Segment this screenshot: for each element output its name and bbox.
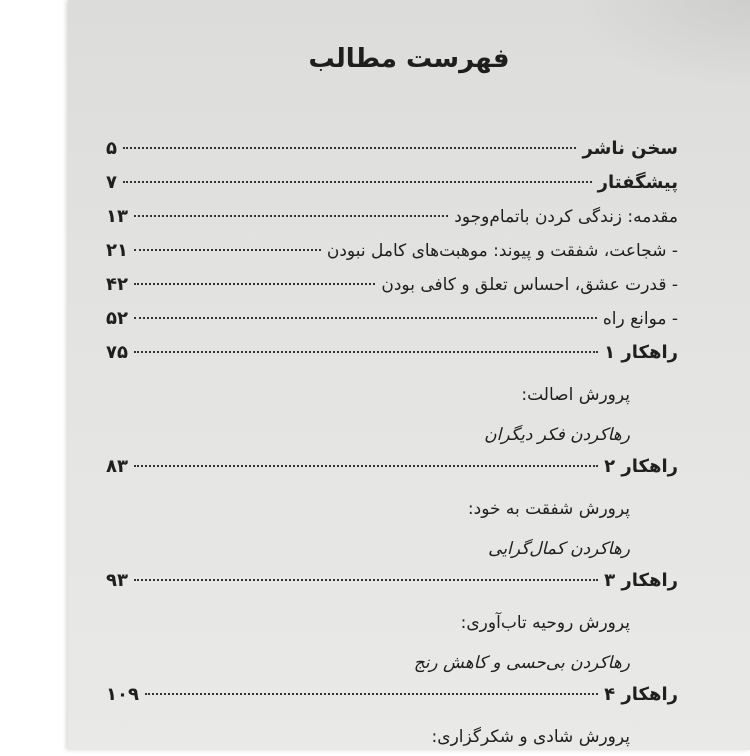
toc-entry-label: - موانع راه bbox=[602, 309, 678, 329]
toc-entry bbox=[106, 684, 678, 718]
toc-entry-label: مقدمه: زندگی کردن باتمام‌وجود bbox=[454, 207, 678, 227]
toc-subtitle: پرورش روحیه تاب‌آوری: bbox=[460, 613, 630, 633]
dot-leader bbox=[145, 693, 598, 695]
toc-entry-label: پیشگفتار bbox=[597, 172, 678, 193]
toc-entry-label: سخن ناشر bbox=[582, 138, 678, 159]
toc-entry bbox=[106, 308, 678, 342]
toc-entry bbox=[106, 456, 678, 490]
toc-entry-label: - قدرت عشق، احساس تعلق و کافی بودن bbox=[381, 275, 678, 295]
toc-subtitle: پرورش اصالت: bbox=[521, 385, 630, 405]
table-of-contents bbox=[106, 138, 678, 756]
dot-leader bbox=[123, 181, 592, 183]
toc-page-number: ۱۰۹ bbox=[106, 684, 139, 705]
toc-page-number: ۵۲ bbox=[106, 308, 128, 329]
toc-page-number: ۲۱ bbox=[106, 240, 128, 261]
toc-subtitle: پرورش شادی و شکرگزاری: bbox=[431, 727, 630, 747]
toc-entry bbox=[106, 342, 678, 376]
toc-entry bbox=[106, 138, 678, 172]
dot-leader bbox=[134, 249, 321, 251]
toc-subtitle: رهاکردن کمال‌گرایی bbox=[488, 539, 630, 559]
toc-entry bbox=[106, 274, 678, 308]
toc-entry-label: راهکار ۱ bbox=[604, 342, 678, 363]
toc-entry bbox=[106, 240, 678, 274]
toc-page-number: ۷۵ bbox=[106, 342, 128, 363]
toc-subtitle: رهاکردن فکر دیگران bbox=[484, 425, 630, 445]
toc-entry bbox=[106, 206, 678, 240]
toc-page-number: ۴۲ bbox=[106, 274, 128, 295]
dot-leader bbox=[134, 465, 598, 467]
book-page bbox=[68, 0, 750, 750]
dot-leader bbox=[134, 579, 598, 581]
toc-subtitle: رهاکردن بی‌حسی و کاهش رنج bbox=[413, 653, 630, 673]
toc-entry bbox=[106, 172, 678, 206]
dot-leader bbox=[134, 215, 448, 217]
dot-leader bbox=[134, 351, 598, 353]
toc-entry-label: راهکار ۴ bbox=[604, 684, 678, 705]
toc-entry-label: راهکار ۲ bbox=[604, 456, 678, 477]
toc-page-number: ۵ bbox=[106, 138, 117, 159]
toc-page-number: ۹۳ bbox=[106, 570, 128, 591]
toc-page-number: ۱۳ bbox=[106, 206, 128, 227]
dot-leader bbox=[134, 283, 375, 285]
page-title: فهرست مطالب bbox=[308, 44, 510, 74]
dot-leader bbox=[134, 317, 597, 319]
toc-page-number: ۷ bbox=[106, 172, 117, 193]
toc-subtitle: پرورش شفقت به خود: bbox=[467, 499, 630, 519]
toc-entry-label: راهکار ۳ bbox=[604, 570, 678, 591]
toc-page-number: ۸۳ bbox=[106, 456, 128, 477]
dot-leader bbox=[123, 147, 576, 149]
toc-entry bbox=[106, 570, 678, 604]
toc-entry-label: - شجاعت، شفقت و پیوند: موهبت‌های کامل نبودن bbox=[326, 241, 678, 261]
